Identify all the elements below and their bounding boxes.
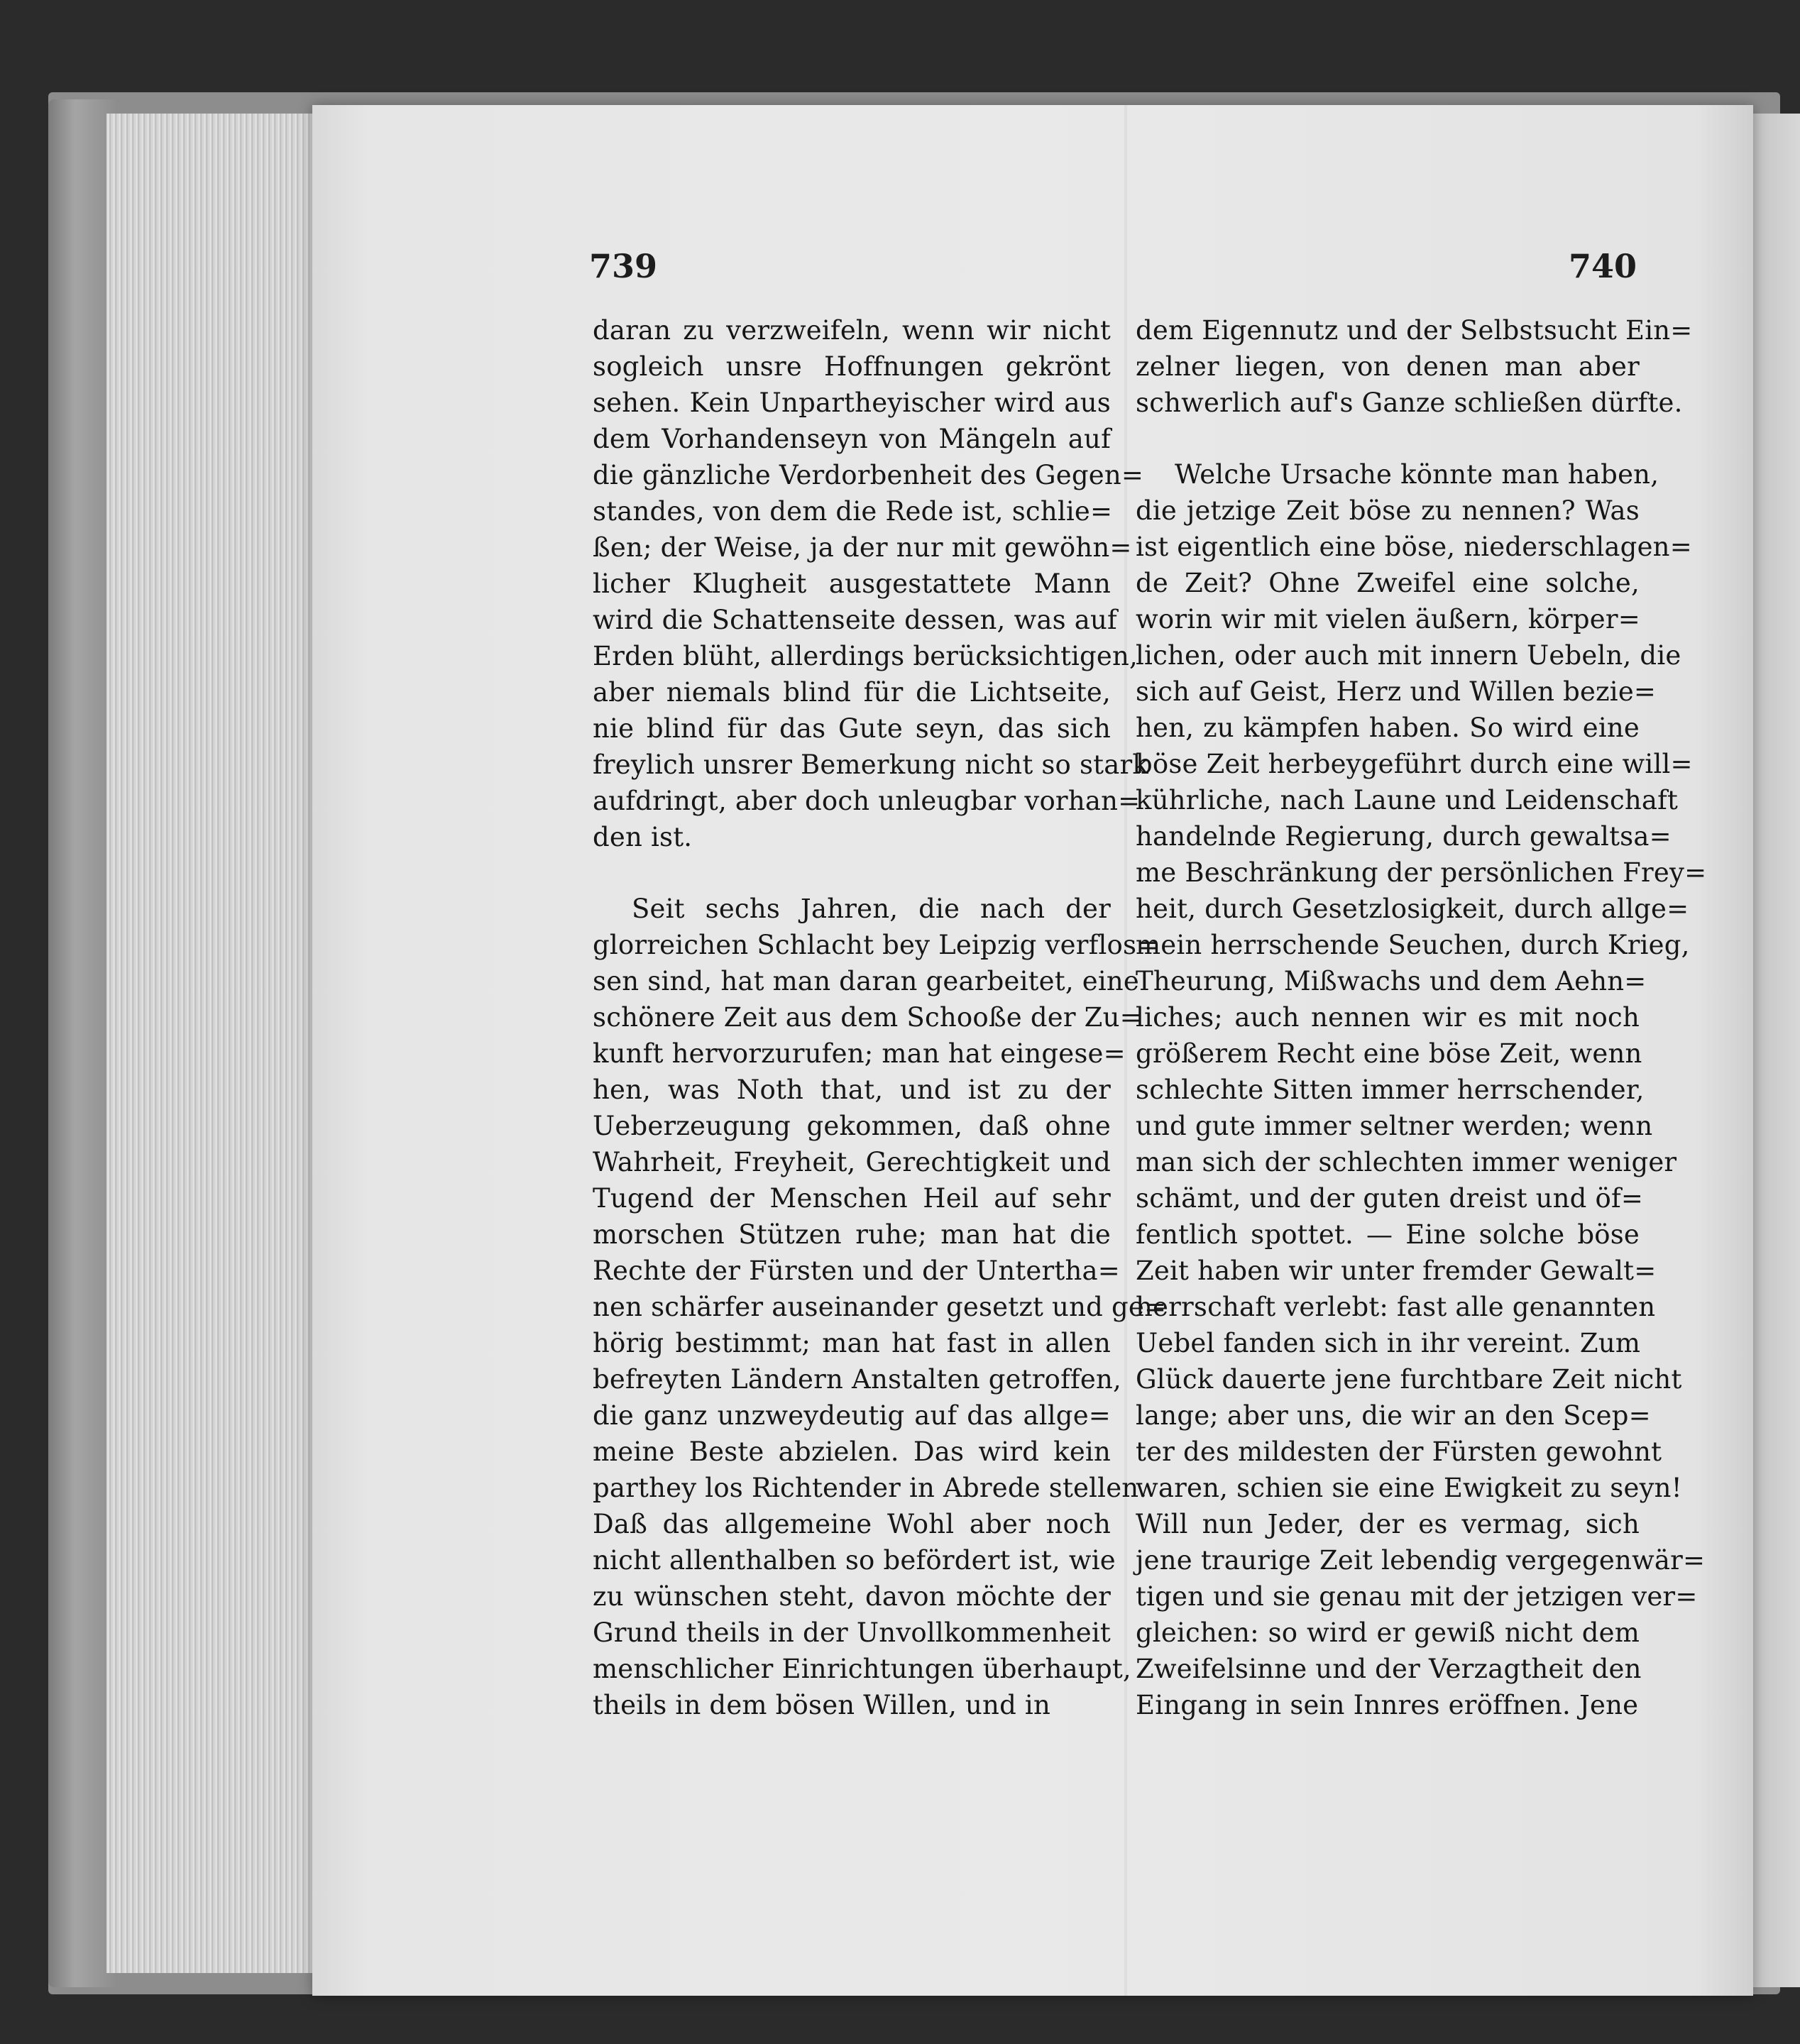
text-line: Wahrheit, Freyheit, Gerechtigkeit und bbox=[593, 1147, 1111, 1177]
text-line: waren, schien sie eine Ewigkeit zu seyn! bbox=[1136, 1473, 1682, 1503]
text-line: den ist. bbox=[593, 822, 693, 852]
text-line: wird die Schattenseite dessen, was auf bbox=[593, 605, 1117, 635]
text-line: böse Zeit herbeygeführt durch eine will= bbox=[1136, 749, 1693, 779]
text-line: gleichen: so wird er gewiß nicht dem bbox=[1136, 1617, 1640, 1648]
text-line: zelner liegen, von denen man aber bbox=[1136, 351, 1640, 382]
text-line: die gänzliche Verdorbenheit des Gegen= bbox=[593, 460, 1144, 490]
text-line: fentlich spottet. — Eine solche böse bbox=[1136, 1219, 1640, 1250]
text-line: mein herrschende Seuchen, durch Krieg, bbox=[1136, 930, 1690, 960]
text-line: nicht allenthalben so befördert ist, wie bbox=[593, 1545, 1116, 1576]
text-line: schlechte Sitten immer herrschender, bbox=[1136, 1075, 1645, 1105]
page-number-right: 740 bbox=[1569, 247, 1637, 285]
text-line: größerem Recht eine böse Zeit, wenn bbox=[1136, 1038, 1642, 1069]
text-line: ist eigentlich eine böse, niederschlagen= bbox=[1136, 532, 1692, 562]
text-line: parthey los Richtender in Abrede stellen. bbox=[593, 1473, 1148, 1503]
text-line: liches; auch nennen wir es mit noch bbox=[1136, 1002, 1640, 1033]
text-line: Zeit haben wir unter fremder Gewalt= bbox=[1136, 1255, 1657, 1286]
text-line: herrschaft verlebt: fast alle genannten bbox=[1136, 1292, 1656, 1322]
text-column-right bbox=[1136, 312, 1707, 1723]
text-line: sich auf Geist, Herz und Willen bezie= bbox=[1136, 676, 1657, 707]
page-edges bbox=[106, 114, 341, 1973]
text-line: me Beschränkung der persönlichen Frey= bbox=[1136, 857, 1707, 888]
text-column-left bbox=[593, 312, 1167, 1723]
text-line: dem Eigennutz und der Selbstsucht Ein= bbox=[1136, 315, 1693, 346]
paragraph bbox=[1136, 312, 1693, 421]
text-line: Ueberzeugung gekommen, daß ohne bbox=[593, 1111, 1111, 1141]
text-line: Eingang in sein Innres eröffnen. Jene bbox=[1136, 1690, 1639, 1720]
text-line: tigen und sie genau mit der jetzigen ver= bbox=[1136, 1581, 1698, 1612]
text-line: heit, durch Gesetzlosigkeit, durch allge= bbox=[1136, 894, 1689, 924]
text-line: hörig bestimmt; man hat fast in allen bbox=[593, 1328, 1111, 1358]
text-line: kunft hervorzurufen; man hat eingese= bbox=[593, 1038, 1126, 1069]
text-line: menschlicher Einrichtungen überhaupt, bbox=[593, 1654, 1131, 1684]
text-line: und gute immer seltner werden; wenn bbox=[1136, 1111, 1653, 1141]
text-line: lichen, oder auch mit innern Uebeln, die bbox=[1136, 640, 1681, 671]
text-line: nie blind für das Gute seyn, das sich bbox=[593, 713, 1111, 744]
text-line: daran zu verzweifeln, wenn wir nicht bbox=[593, 315, 1111, 346]
text-line: Zweifelsinne und der Verzagtheit den bbox=[1136, 1654, 1642, 1684]
text-line: nen schärfer auseinander gesetzt und ge= bbox=[593, 1292, 1167, 1322]
page-number-left: 739 bbox=[589, 247, 658, 285]
text-line: Uebel fanden sich in ihr vereint. Zum bbox=[1136, 1328, 1641, 1358]
text-line: Tugend der Menschen Heil auf sehr bbox=[593, 1183, 1111, 1214]
text-line: morschen Stützen ruhe; man hat die bbox=[593, 1219, 1111, 1250]
text-line: aufdringt, aber doch unleugbar vorhan= bbox=[593, 786, 1141, 816]
text-line: licher Klugheit ausgestattete Mann bbox=[593, 568, 1111, 599]
text-line: hen, was Noth that, und ist zu der bbox=[593, 1075, 1111, 1105]
text-line: schämt, und der guten dreist und öf= bbox=[1136, 1183, 1644, 1214]
text-line: lange; aber uns, die wir an den Scep= bbox=[1136, 1400, 1651, 1431]
text-line: Theurung, Mißwachs und dem Aehn= bbox=[1136, 966, 1647, 996]
text-line: aber niemals blind für die Lichtseite, bbox=[593, 677, 1111, 708]
text-line: Glück dauerte jene furchtbare Zeit nicht bbox=[1136, 1364, 1682, 1395]
text-line: dem Vorhandenseyn von Mängeln auf bbox=[593, 424, 1111, 454]
text-line: die ganz unzweydeutig auf das allge= bbox=[593, 1400, 1111, 1431]
text-line: freylich unsrer Bemerkung nicht so stark bbox=[593, 749, 1149, 780]
text-line: de Zeit? Ohne Zweifel eine solche, bbox=[1136, 568, 1640, 598]
text-line: meine Beste abzielen. Das wird kein bbox=[593, 1436, 1111, 1467]
text-line: sen sind, hat man daran gearbeitet, eine bbox=[593, 966, 1140, 996]
book-spine bbox=[48, 99, 116, 1987]
text-line: handelnde Regierung, durch gewaltsa= bbox=[1136, 821, 1672, 852]
paragraph-gap bbox=[593, 855, 1111, 891]
text-line: ßen; der Weise, ja der nur mit gewöhn= bbox=[593, 532, 1132, 563]
text-line: sogleich unsre Hoffnungen gekrönt bbox=[593, 351, 1111, 382]
text-line: Rechte der Fürsten und der Untertha= bbox=[593, 1255, 1120, 1286]
text-line: Welche Ursache könnte man haben, bbox=[1175, 459, 1659, 490]
text-line: die jetzige Zeit böse zu nennen? Was bbox=[1136, 495, 1640, 526]
text-line: theils in dem bösen Willen, und in bbox=[593, 1690, 1050, 1720]
text-line: man sich der schlechten immer weniger bbox=[1136, 1147, 1677, 1177]
text-line: Erden blüht, allerdings berücksichtigen, bbox=[593, 641, 1138, 671]
text-line: Daß das allgemeine Wohl aber noch bbox=[593, 1509, 1111, 1539]
text-line: Will nun Jeder, der es vermag, sich bbox=[1136, 1509, 1640, 1539]
text-line: Seit sechs Jahren, die nach der bbox=[632, 894, 1111, 924]
text-line: Grund theils in der Unvollkommenheit bbox=[593, 1617, 1111, 1648]
text-line: zu wünschen steht, davon möchte der bbox=[593, 1581, 1111, 1612]
paragraph bbox=[593, 312, 1149, 855]
text-line: schönere Zeit aus dem Schooße der Zu= bbox=[593, 1002, 1142, 1033]
text-line: kührliche, nach Laune und Leidenschaft bbox=[1136, 785, 1679, 815]
text-line: worin wir mit vielen äußern, körper= bbox=[1136, 604, 1640, 634]
text-line: standes, von dem die Rede ist, schlie= bbox=[593, 496, 1113, 527]
text-line: sehen. Kein Unpartheyischer wird aus bbox=[593, 388, 1111, 418]
text-line: hen, zu kämpfen haben. So wird eine bbox=[1136, 713, 1640, 743]
text-line: ter des mildesten der Fürsten gewohnt bbox=[1136, 1436, 1662, 1467]
text-line: glorreichen Schlacht bey Leipzig verflos= bbox=[593, 930, 1159, 960]
text-line: schwerlich auf's Ganze schließen dürfte. bbox=[1136, 388, 1683, 418]
paragraph bbox=[1136, 456, 1707, 1723]
paragraph-gap bbox=[1136, 421, 1640, 456]
paragraph bbox=[593, 891, 1167, 1723]
text-line: befreyten Ländern Anstalten getroffen, bbox=[593, 1364, 1121, 1395]
text-line: jene traurige Zeit lebendig vergegenwär= bbox=[1136, 1545, 1706, 1576]
